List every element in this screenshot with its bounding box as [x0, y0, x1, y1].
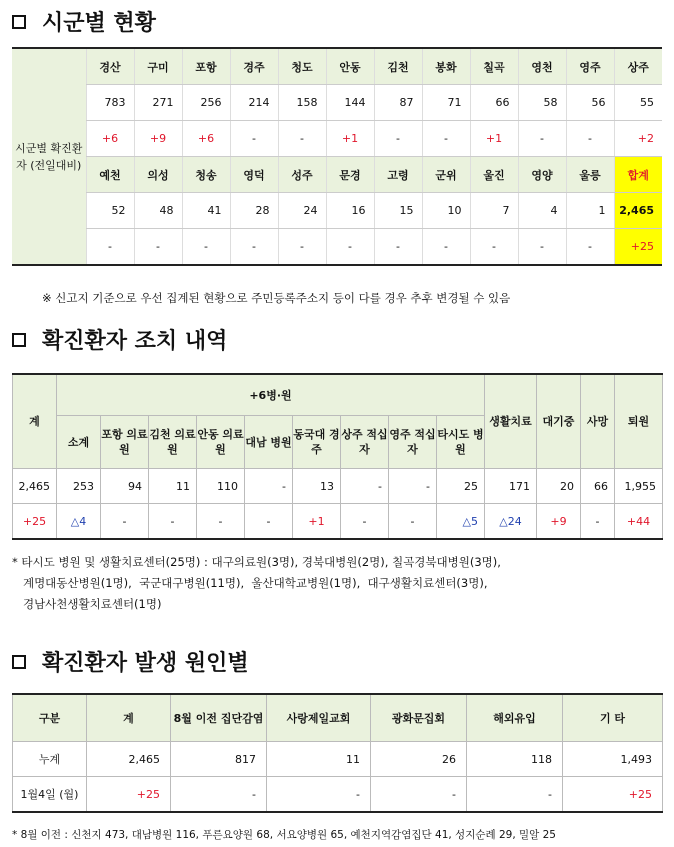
table-cell: -	[245, 504, 293, 540]
city-change: -	[566, 229, 614, 266]
city-change: -	[518, 229, 566, 266]
city-name: 상주	[614, 48, 662, 85]
city-change: -	[422, 229, 470, 266]
table-cell: 2,465	[87, 742, 171, 777]
city-name: 성주	[278, 157, 326, 193]
table-cell: -	[341, 504, 389, 540]
city-count: 7	[470, 193, 518, 229]
city-change: -	[278, 121, 326, 157]
footnote-line: 계명대동산병원(1명), 국군대구병원(11명), 울산대학교병원(1명), 대구생활치료센터(3명),	[12, 576, 488, 590]
city-name: 안동	[326, 48, 374, 85]
header-hospital: 안동 의료원	[197, 416, 245, 469]
city-change: -	[326, 229, 374, 266]
header-hospital-group: +6병·원	[57, 374, 485, 416]
table-row	[12, 193, 662, 229]
table-cell: 26	[371, 742, 467, 777]
footnote-2	[12, 552, 501, 615]
city-name: 문경	[326, 157, 374, 193]
header-hospital: 상주 적십자	[341, 416, 389, 469]
footnote-line: 경남사천생활치료센터(1명)	[12, 597, 162, 611]
table-cell: 66	[581, 469, 615, 504]
section-title-text: 확진환자 발생 원인별	[42, 651, 249, 676]
total-change: +25	[614, 229, 662, 266]
table-row	[13, 694, 663, 742]
table-cell: △4	[57, 504, 101, 540]
checkbox-icon	[12, 333, 26, 347]
table-cell: 118	[467, 742, 563, 777]
header-hospital: 영주 적십자	[389, 416, 437, 469]
footnote-3: * 8월 이전 : 신천지 473, 대남병원 116, 푸른요양원 68, 서요양병원 65, 예천지역감염집단 41, 성지순례 29, 밀알 25	[12, 829, 556, 841]
table-row	[13, 469, 663, 504]
header-total: 계	[87, 694, 171, 742]
city-count: 158	[278, 85, 326, 121]
table-cell: 253	[57, 469, 101, 504]
header-other: 기 타	[563, 694, 663, 742]
city-count: 71	[422, 85, 470, 121]
header-rally: 광화문집회	[371, 694, 467, 742]
city-change: -	[566, 121, 614, 157]
city-count: 15	[374, 193, 422, 229]
city-change: -	[374, 229, 422, 266]
section-title-text: 시군별 현황	[42, 11, 156, 36]
table-cell: 25	[437, 469, 485, 504]
city-name: 경주	[230, 48, 278, 85]
table-row	[13, 777, 663, 813]
section-title-text: 확진환자 조치 내역	[42, 329, 228, 354]
city-count: 28	[230, 193, 278, 229]
city-count: 16	[326, 193, 374, 229]
city-count: 58	[518, 85, 566, 121]
total-header: 합계	[614, 157, 662, 193]
treatment-table	[12, 373, 663, 540]
city-change: -	[470, 229, 518, 266]
header-overseas: 해외유입	[467, 694, 563, 742]
table-cell: 1,955	[615, 469, 663, 504]
city-count: 783	[86, 85, 134, 121]
header-waiting: 대기중	[537, 374, 581, 469]
city-name: 군위	[422, 157, 470, 193]
table-cell: -	[581, 504, 615, 540]
table-row	[13, 374, 663, 416]
table-cell: 110	[197, 469, 245, 504]
city-name: 예천	[86, 157, 134, 193]
table-cell: 11	[267, 742, 371, 777]
table-row	[12, 157, 662, 193]
city-change: +1	[326, 121, 374, 157]
table-cell: -	[245, 469, 293, 504]
table-cell: -	[197, 504, 245, 540]
footnote-line: * 타시도 병원 및 생활치료센터(25명) : 대구의료원(3명), 경북대병원(2명), 칠곡경북대병원(3명),	[12, 555, 501, 569]
table-row	[12, 85, 662, 121]
city-count: 87	[374, 85, 422, 121]
table-cell: -	[389, 504, 437, 540]
table-cell: 817	[171, 742, 267, 777]
table-cell: △5	[437, 504, 485, 540]
table-row	[12, 229, 662, 266]
table-row	[12, 48, 662, 85]
city-status-table	[12, 47, 662, 266]
table-row	[13, 742, 663, 777]
header-cluster: 8월 이전 집단감염	[171, 694, 267, 742]
table-cell: -	[389, 469, 437, 504]
city-change: +1	[470, 121, 518, 157]
city-count: 271	[134, 85, 182, 121]
city-name: 영덕	[230, 157, 278, 193]
table-cell: +9	[537, 504, 581, 540]
table-cell: 2,465	[13, 469, 57, 504]
city-change: -	[230, 121, 278, 157]
city-name: 영주	[566, 48, 614, 85]
city-name: 영천	[518, 48, 566, 85]
city-name: 영양	[518, 157, 566, 193]
header-hospital: 동국대 경주	[293, 416, 341, 469]
table-row	[12, 121, 662, 157]
table-row	[13, 504, 663, 540]
city-count: 41	[182, 193, 230, 229]
cause-table	[12, 693, 663, 813]
header-hospital: 타시도 병원	[437, 416, 485, 469]
city-change: -	[374, 121, 422, 157]
city-count: 52	[86, 193, 134, 229]
city-count: 4	[518, 193, 566, 229]
table-cell: -	[371, 777, 467, 813]
city-change: +9	[134, 121, 182, 157]
city-change: +6	[86, 121, 134, 157]
city-count: 48	[134, 193, 182, 229]
header-category: 구분	[13, 694, 87, 742]
city-change: -	[422, 121, 470, 157]
table-cell: -	[467, 777, 563, 813]
header-life-treatment: 생활치료	[485, 374, 537, 469]
table-cell: △24	[485, 504, 537, 540]
city-change: +6	[182, 121, 230, 157]
header-church: 사랑제일교회	[267, 694, 371, 742]
city-change: -	[278, 229, 326, 266]
city-name: 구미	[134, 48, 182, 85]
table-cell: +25	[563, 777, 663, 813]
table-cell: -	[267, 777, 371, 813]
city-name: 울릉	[566, 157, 614, 193]
city-name: 청도	[278, 48, 326, 85]
city-change: -	[230, 229, 278, 266]
header-death: 사망	[581, 374, 615, 469]
city-name: 경산	[86, 48, 134, 85]
header-hospital: 김천 의료원	[149, 416, 197, 469]
table-cell: +25	[13, 504, 57, 540]
header-hospital: 포항 의료원	[101, 416, 149, 469]
table-cell: 20	[537, 469, 581, 504]
footnote-1: ※ 신고지 기준으로 우선 집계된 현황으로 주민등록주소지 등이 다를 경우 추후 변경될 수 있음	[42, 291, 511, 305]
city-name: 김천	[374, 48, 422, 85]
city-count: 214	[230, 85, 278, 121]
table-cell: 1월4일 (월)	[13, 777, 87, 813]
table-cell: +25	[87, 777, 171, 813]
table-cell: 94	[101, 469, 149, 504]
city-name: 포항	[182, 48, 230, 85]
table-cell: -	[341, 469, 389, 504]
checkbox-icon	[12, 655, 26, 669]
header-total: 계	[13, 374, 57, 469]
city-name: 봉화	[422, 48, 470, 85]
city-change: -	[134, 229, 182, 266]
total-count: 2,465	[614, 193, 662, 229]
table-cell: -	[149, 504, 197, 540]
header-hospital: 대남 병원	[245, 416, 293, 469]
table-cell: 1,493	[563, 742, 663, 777]
table-cell: 누계	[13, 742, 87, 777]
section-title-city-status	[12, 6, 156, 37]
city-change: -	[86, 229, 134, 266]
city-count: 1	[566, 193, 614, 229]
city-count: 144	[326, 85, 374, 121]
city-name: 울진	[470, 157, 518, 193]
city-count: 10	[422, 193, 470, 229]
city-name: 의성	[134, 157, 182, 193]
table-cell: 13	[293, 469, 341, 504]
header-discharge: 퇴원	[615, 374, 663, 469]
header-subtotal: 소계	[57, 416, 101, 469]
table-cell: 171	[485, 469, 537, 504]
section-title-treatment	[12, 324, 227, 355]
table-cell: +44	[615, 504, 663, 540]
city-count: 55	[614, 85, 662, 121]
city-name: 청송	[182, 157, 230, 193]
side-label: 시군별 확진환자 (전일대비)	[12, 48, 86, 265]
city-name: 고령	[374, 157, 422, 193]
city-change: -	[182, 229, 230, 266]
city-count: 24	[278, 193, 326, 229]
city-count: 256	[182, 85, 230, 121]
city-name: 칠곡	[470, 48, 518, 85]
city-count: 66	[470, 85, 518, 121]
city-change: -	[518, 121, 566, 157]
checkbox-icon	[12, 15, 26, 29]
table-cell: -	[101, 504, 149, 540]
section-title-cause	[12, 646, 249, 677]
table-cell: -	[171, 777, 267, 813]
table-cell: 11	[149, 469, 197, 504]
table-cell: +1	[293, 504, 341, 540]
city-count: 56	[566, 85, 614, 121]
city-change: +2	[614, 121, 662, 157]
